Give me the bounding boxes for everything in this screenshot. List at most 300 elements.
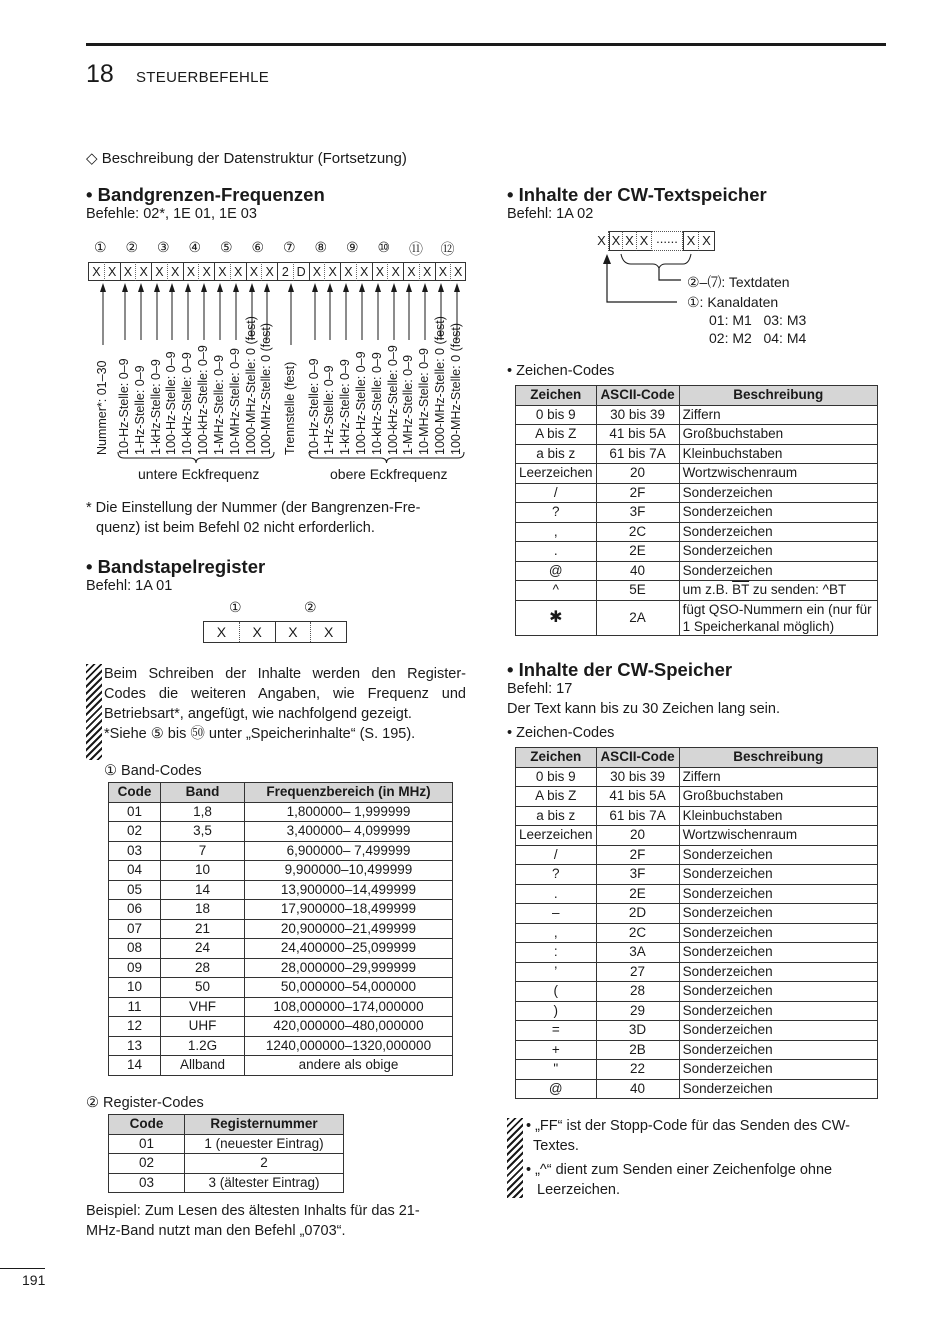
table-cell: 40: [596, 561, 679, 581]
register-codes-table: [108, 1114, 344, 1193]
frequency-digit-cell: X: [387, 262, 403, 281]
table-cell: 24,400000–25,099999: [245, 939, 453, 959]
table-row: [109, 978, 453, 998]
frequency-digit-cell: X: [372, 262, 388, 281]
cw-bullet-1b: Textes.: [533, 1138, 579, 1154]
bandstapel-command: Befehl: 1A 01: [86, 578, 173, 594]
table-cell: 1,800000– 1,999999: [245, 802, 453, 822]
cw-cell: X: [623, 231, 637, 251]
frequency-digit-cell: X: [261, 262, 277, 281]
diagram-arrow-head: [454, 283, 460, 292]
th-desc: Beschreibung: [679, 386, 877, 406]
table-row: [516, 405, 878, 425]
table-cell: =: [516, 1021, 597, 1041]
bandstapel-circled-1: ①: [229, 599, 242, 615]
circled-number: ②: [125, 239, 139, 255]
frequency-digit-cell: X: [450, 262, 466, 281]
cw-cell: X: [637, 231, 651, 251]
diagram-field-label: 100-kHz-Stelle: 0–9: [196, 345, 210, 455]
diagram-field-label: 1-kHz-Stelle: 0–9: [338, 359, 352, 455]
circled-number: ④: [188, 239, 202, 255]
diagram-arrow-head: [327, 283, 333, 292]
th-char: Zeichen: [516, 386, 597, 406]
diagram-field-label: 10-Hz-Stelle: 0–9: [307, 358, 321, 455]
table-row: [516, 600, 878, 635]
table-cell: ✱: [516, 600, 597, 635]
diagram-field-label: 1-Hz-Stelle: 0–9: [322, 365, 336, 455]
table-cell: ^: [516, 581, 597, 601]
table-cell: 20: [596, 826, 679, 846]
diagram-field-label: 100-Hz-Stelle: 0–9: [164, 351, 178, 455]
diagram-field-label: 1-MHz-Stelle: 0–9: [401, 354, 415, 455]
frequency-digit-cell: X: [104, 262, 120, 281]
diagram-arrow-head: [233, 283, 239, 292]
table-cell: fügt QSO-Nummern ein (nur für 1 Speicherkanal möglich): [679, 600, 877, 635]
table-cell: 2C: [596, 923, 679, 943]
table-row: [109, 958, 453, 978]
table-cell: 28: [596, 982, 679, 1002]
cw-mem-codes-table: [515, 747, 878, 1099]
circled-number: ⑤: [220, 239, 233, 255]
cw-mem-title: • Inhalte der CW-Speicher: [507, 659, 733, 680]
chapter-title: STEUERBEFEHLE: [136, 69, 270, 86]
diagram-arrow-head: [375, 283, 381, 292]
table-cell: 28: [161, 958, 245, 978]
table-cell: 61 bis 7A: [596, 806, 679, 826]
table-row: [109, 997, 453, 1017]
table-cell: 14: [161, 880, 245, 900]
table-row: [109, 861, 453, 881]
diagram-arrow-head: [217, 283, 223, 292]
frequency-digit-cell: X: [419, 262, 435, 281]
table-cell: Sonderzeichen: [679, 1079, 877, 1099]
th-code: Code: [109, 783, 161, 803]
table-row: [109, 841, 453, 861]
table-row: [516, 503, 878, 523]
table-cell: 28,000000–29,999999: [245, 958, 453, 978]
diagram-arrow-head: [406, 283, 412, 292]
table-cell: A bis Z: [516, 787, 597, 807]
table-row: [109, 919, 453, 939]
table-cell: VHF: [161, 997, 245, 1017]
diagram-arrow-head: [438, 283, 444, 292]
table-cell: /: [516, 483, 597, 503]
frequency-digit-cell: X: [246, 262, 262, 281]
table-cell: 04: [109, 861, 161, 881]
frequency-digit-cell: X: [230, 262, 246, 281]
table-cell: A bis Z: [516, 425, 597, 445]
cw-cell: X: [699, 231, 715, 251]
table-cell: ,: [516, 522, 597, 542]
diagram-field-label: 1-kHz-Stelle: 0–9: [149, 359, 163, 455]
cw-bullet-2b: Leerzeichen.: [537, 1182, 621, 1198]
diagram-field-label: Trennstelle (fest): [283, 361, 297, 455]
frequency-digit-cell: X: [135, 262, 151, 281]
diagram-arrow-head: [185, 283, 191, 292]
table-row: [109, 939, 453, 959]
footer-rule: [0, 1268, 45, 1269]
diagram-field-label: 1000-MHz-Stelle: 0 (fest): [433, 316, 447, 455]
bandstapel-cell: X: [276, 622, 312, 642]
cw-text-command: Befehl: 1A 02: [507, 206, 594, 222]
table-cell: 09: [109, 958, 161, 978]
table-cell: /: [516, 845, 597, 865]
band-codes-table: [108, 782, 453, 1076]
cw-text-arrows: [595, 250, 695, 310]
table-cell: ’: [516, 962, 597, 982]
table-cell: Sonderzeichen: [679, 483, 877, 503]
diagram-field-label: 100-kHz-Stelle: 0–9: [386, 345, 400, 455]
table-cell: Sonderzeichen: [679, 865, 877, 885]
cw-text-cells: [595, 231, 717, 251]
cw-cell: X: [595, 231, 609, 251]
table-cell: 3,5: [161, 822, 245, 842]
table-cell: Sonderzeichen: [679, 982, 877, 1002]
circled-number: ⑨: [346, 239, 359, 255]
table-row: [516, 787, 878, 807]
table-cell: 420,000000–480,000000: [245, 1017, 453, 1037]
table-cell: 12: [109, 1017, 161, 1037]
table-row: [516, 767, 878, 787]
table-row: [516, 806, 878, 826]
table-cell: Sonderzeichen: [679, 561, 877, 581]
table-cell: 1240,000000–1320,000000: [245, 1036, 453, 1056]
chapter-number: 18: [86, 60, 114, 88]
table-cell: Leerzeichen: [516, 826, 597, 846]
table-cell: 3F: [596, 503, 679, 523]
cw-text-label-data: ②–⑺: Textdaten: [687, 274, 790, 290]
table-cell: 10: [161, 861, 245, 881]
table-cell: Sonderzeichen: [679, 522, 877, 542]
table-cell: 2A: [596, 600, 679, 635]
table-cell: Kleinbuchstaben: [679, 444, 877, 464]
table-cell: a bis z: [516, 806, 597, 826]
table-cell: 13,900000–14,499999: [245, 880, 453, 900]
table-cell: 41 bis 5A: [596, 787, 679, 807]
cw-channels-2: 02: M2 04: M4: [709, 330, 807, 346]
table-cell: @: [516, 561, 597, 581]
cw-text-title: • Inhalte der CW-Textspeicher: [507, 184, 767, 205]
table-cell: :: [516, 943, 597, 963]
cw-text-label-channel: ①: Kanaldaten: [687, 294, 779, 310]
table-cell: 27: [596, 962, 679, 982]
table-row: [516, 483, 878, 503]
table-cell: 0 bis 9: [516, 767, 597, 787]
table-cell: 02: [109, 1154, 185, 1174]
bandgrenzen-title: • Bandgrenzen-Frequenzen: [86, 184, 325, 205]
circled-number: ③: [157, 239, 170, 255]
bandstapel-cell: X: [204, 622, 240, 642]
table-cell: .: [516, 884, 597, 904]
frequency-digit-cell: X: [356, 262, 372, 281]
table-row: [516, 1079, 878, 1099]
table-row: [109, 822, 453, 842]
table-cell: Sonderzeichen: [679, 1060, 877, 1080]
table-row: [516, 982, 878, 1002]
table-cell: 3D: [596, 1021, 679, 1041]
table-cell: UHF: [161, 1017, 245, 1037]
example-line-2: MHz-Band nutzt man den Befehl „0703“.: [86, 1223, 346, 1239]
table-row: [516, 962, 878, 982]
diagram-field-label: 1000-MHz-Stelle: 0 (fest): [244, 316, 258, 455]
table-cell: (: [516, 982, 597, 1002]
cw-mem-command: Befehl: 17: [507, 681, 573, 697]
diagram-field-label: 10-MHz-Stelle: 0–9: [228, 348, 242, 455]
table-cell: Sonderzeichen: [679, 1001, 877, 1021]
circled-number: ⑩: [377, 239, 391, 255]
table-cell: 1,8: [161, 802, 245, 822]
table-row: [109, 900, 453, 920]
table-cell: Kleinbuchstaben: [679, 806, 877, 826]
table-row: [516, 522, 878, 542]
table-cell: Sonderzeichen: [679, 845, 877, 865]
diagram-field-label: 10-kHz-Stelle: 0–9: [180, 352, 194, 455]
diagram-arrow-head: [422, 283, 428, 292]
table-row: [109, 1134, 344, 1154]
cw-bullet-1a: • „FF“ ist der Stopp-Code für das Senden des CW-: [526, 1118, 850, 1134]
upper-frequency-label: obere Eckfrequenz: [330, 466, 448, 482]
th-ascii: ASCII-Code: [596, 386, 679, 406]
hint-line: Codes die weiteren Angaben, wie Frequenz und: [104, 686, 466, 702]
frequency-digit-cell: X: [198, 262, 214, 281]
table-row: [516, 923, 878, 943]
table-cell: 40: [596, 1079, 679, 1099]
cw-mem-codes-caption: • Zeichen-Codes: [507, 725, 615, 741]
table-cell: @: [516, 1079, 597, 1099]
hint-line: Betriebsart*, angefügt, wie nachfolgend gezeigt.: [104, 706, 412, 722]
table-cell: Ziffern: [679, 405, 877, 425]
diagram-field-label: 10-MHz-Stelle: 0–9: [417, 348, 431, 455]
table-cell: 2F: [596, 845, 679, 865]
table-cell: –: [516, 904, 597, 924]
diagram-arrow-head: [122, 283, 128, 292]
cw-text-codes-caption: • Zeichen-Codes: [507, 363, 615, 379]
table-cell: 1 (neuester Eintrag): [185, 1134, 344, 1154]
table-cell: 61 bis 7A: [596, 444, 679, 464]
cw-bullet-2a: • „^“ dient zum Senden einer Zeichenfolge ohne: [526, 1162, 833, 1178]
table-row: [516, 943, 878, 963]
circled-number: ①: [94, 239, 107, 255]
table-cell: 50,000000–54,000000: [245, 978, 453, 998]
table-cell: andere als obige: [245, 1056, 453, 1076]
hint-line: *Siehe ⑤ bis ㊿ unter „Speicherinhalte“ (S. 195).: [104, 726, 416, 742]
table-row: [516, 464, 878, 484]
table-row: [516, 865, 878, 885]
table-cell: 0 bis 9: [516, 405, 597, 425]
table-cell: 14: [109, 1056, 161, 1076]
hint-hatch-mark: [507, 1118, 523, 1198]
table-cell: ): [516, 1001, 597, 1021]
circled-number: ⑫: [440, 241, 455, 257]
table-cell: 20,900000–21,499999: [245, 919, 453, 939]
table-row: [516, 845, 878, 865]
table-cell: 30 bis 39: [596, 767, 679, 787]
table-cell: .: [516, 542, 597, 562]
bandstapel-circled-2: ②: [304, 599, 317, 615]
band-codes-caption: ① Band-Codes: [104, 763, 202, 779]
cw-channels-1: 01: M1 03: M3: [709, 312, 807, 328]
table-cell: 2D: [596, 904, 679, 924]
th-code: Code: [109, 1115, 185, 1135]
table-row: [516, 581, 878, 601]
table-cell: 20: [596, 464, 679, 484]
table-cell: 17,900000–18,499999: [245, 900, 453, 920]
table-cell: 2B: [596, 1040, 679, 1060]
table-cell: Sonderzeichen: [679, 943, 877, 963]
diagram-arrow-head: [264, 283, 270, 292]
frequency-digit-cell: X: [403, 262, 419, 281]
diagram-arrow-head: [201, 283, 207, 292]
table-row: [516, 1021, 878, 1041]
diagram-field-label: 100-Hz-Stelle: 0–9: [354, 351, 368, 455]
frequency-digit-cell: X: [214, 262, 230, 281]
table-cell: Sonderzeichen: [679, 923, 877, 943]
table-cell: 06: [109, 900, 161, 920]
cw-cell: X: [609, 231, 623, 251]
table-cell: Sonderzeichen: [679, 1040, 877, 1060]
table-cell: Ziffern: [679, 767, 877, 787]
table-cell: 18: [161, 900, 245, 920]
table-row: [516, 884, 878, 904]
table-cell: 07: [109, 919, 161, 939]
table-cell: a bis z: [516, 444, 597, 464]
table-cell: Wortzwischenraum: [679, 464, 877, 484]
table-row: [109, 1154, 344, 1174]
diagram-field-label: 10-kHz-Stelle: 0–9: [370, 352, 384, 455]
table-cell: 24: [161, 939, 245, 959]
bandgrenzen-note-2: quenz) ist beim Befehl 02 nicht erforderlich.: [96, 520, 375, 536]
table-row: [109, 1173, 344, 1193]
frequency-digit-cell: X: [309, 262, 325, 281]
diagram-field-label: 1-Hz-Stelle: 0–9: [133, 365, 147, 455]
diagram-field-label: Nummer*: 01–30: [95, 360, 109, 455]
table-cell: Sonderzeichen: [679, 503, 877, 523]
table-cell: 11: [109, 997, 161, 1017]
diagram-arrow-head: [100, 283, 106, 292]
register-codes-caption: ② Register-Codes: [86, 1095, 204, 1111]
th-band: Band: [161, 783, 245, 803]
frequency-digit-cell: X: [340, 262, 356, 281]
table-row: [516, 904, 878, 924]
lower-frequency-label: untere Eckfrequenz: [138, 466, 260, 482]
table-cell: 7: [161, 841, 245, 861]
example-line-1: Beispiel: Zum Lesen des ältesten Inhalts für das 21-: [86, 1203, 420, 1219]
table-cell: ,: [516, 923, 597, 943]
table-cell: 21: [161, 919, 245, 939]
table-cell: ?: [516, 503, 597, 523]
table-row: [516, 561, 878, 581]
frequency-digit-cell: X: [167, 262, 183, 281]
diagram-field-label: 1-MHz-Stelle: 0–9: [212, 354, 226, 455]
table-cell: 22: [596, 1060, 679, 1080]
table-cell: Sonderzeichen: [679, 884, 877, 904]
bandstapel-cell: X: [323, 624, 334, 640]
frequency-digit-cell: 2: [277, 262, 293, 281]
page-number: 191: [22, 1272, 46, 1288]
table-cell: 01: [109, 1134, 185, 1154]
table-cell: 3,400000– 4,099999: [245, 822, 453, 842]
table-cell: +: [516, 1040, 597, 1060]
frequency-digit-cell: X: [88, 262, 104, 281]
table-row: [516, 1040, 878, 1060]
table-cell: 01: [109, 802, 161, 822]
table-row: [516, 1001, 878, 1021]
table-row: [516, 1060, 878, 1080]
table-cell: 3A: [596, 943, 679, 963]
bandstapel-cell: X: [240, 622, 276, 642]
circled-number: ⑧: [314, 239, 328, 255]
table-cell: Leerzeichen: [516, 464, 597, 484]
table-cell: 2E: [596, 542, 679, 562]
table-row: [109, 1036, 453, 1056]
frequency-digit-cell: X: [151, 262, 167, 281]
table-cell: 9,900000–10,499999: [245, 861, 453, 881]
table-cell: Großbuchstaben: [679, 425, 877, 445]
table-row: [516, 826, 878, 846]
frequency-digit-cell: X: [183, 262, 199, 281]
table-cell: 3F: [596, 865, 679, 885]
th-desc: Beschreibung: [679, 748, 877, 768]
frequency-digit-cell: X: [324, 262, 340, 281]
cw-text-codes-table: [515, 385, 878, 636]
th-frequency: Frequenzbereich (in MHz): [245, 783, 453, 803]
table-cell: 41 bis 5A: [596, 425, 679, 445]
cw-cell-ellipsis: ......: [651, 231, 683, 251]
table-cell: 2: [185, 1154, 344, 1174]
table-cell: 2F: [596, 483, 679, 503]
table-cell: 03: [109, 841, 161, 861]
table-cell: 50: [161, 978, 245, 998]
table-cell: 6,900000– 7,499999: [245, 841, 453, 861]
diagram-field-label: 100-MHz-Stelle: 0 (fest): [449, 323, 463, 455]
table-cell: Sonderzeichen: [679, 1021, 877, 1041]
cw-mem-text: Der Text kann bis zu 30 Zeichen lang sein.: [507, 701, 780, 717]
table-row: [109, 802, 453, 822]
table-cell: 08: [109, 939, 161, 959]
table-cell: 2E: [596, 884, 679, 904]
table-row: [516, 542, 878, 562]
table-cell: Sonderzeichen: [679, 904, 877, 924]
bandstapel-hint: [104, 664, 466, 744]
th-register: Registernummer: [185, 1115, 344, 1135]
diagram-arrow-head: [359, 283, 365, 292]
diagram-arrow-head: [312, 283, 318, 292]
table-cell: Wortzwischenraum: [679, 826, 877, 846]
table-cell: 29: [596, 1001, 679, 1021]
table-cell: Sonderzeichen: [679, 962, 877, 982]
table-cell: 108,000000–174,000000: [245, 997, 453, 1017]
table-cell: ": [516, 1060, 597, 1080]
table-cell: 5E: [596, 581, 679, 601]
hint-line: Beim Schreiben der Inhalte werden den Register-: [104, 666, 466, 682]
circled-number: ⑥: [251, 239, 265, 255]
table-row: [109, 1017, 453, 1037]
table-cell: 1.2G: [161, 1036, 245, 1056]
table-cell: 30 bis 39: [596, 405, 679, 425]
diagram-arrow-head: [169, 283, 175, 292]
table-cell: ?: [516, 865, 597, 885]
table-row: [516, 425, 878, 445]
diagram-arrow-head: [249, 283, 255, 292]
diagram-arrow-head: [138, 283, 144, 292]
table-cell: um z.B. $\overline{BT}$ zu senden: ^BT: [679, 581, 877, 601]
bandgrenzen-note-1: * Die Einstellung der Nummer (der Bangrenzen-Fre-: [86, 500, 421, 516]
bandstapel-cells: [203, 621, 347, 643]
diagram-arrow-head: [154, 283, 160, 292]
table-row: [516, 444, 878, 464]
table-row: [109, 1056, 453, 1076]
table-cell: 3 (ältester Eintrag): [185, 1173, 344, 1193]
